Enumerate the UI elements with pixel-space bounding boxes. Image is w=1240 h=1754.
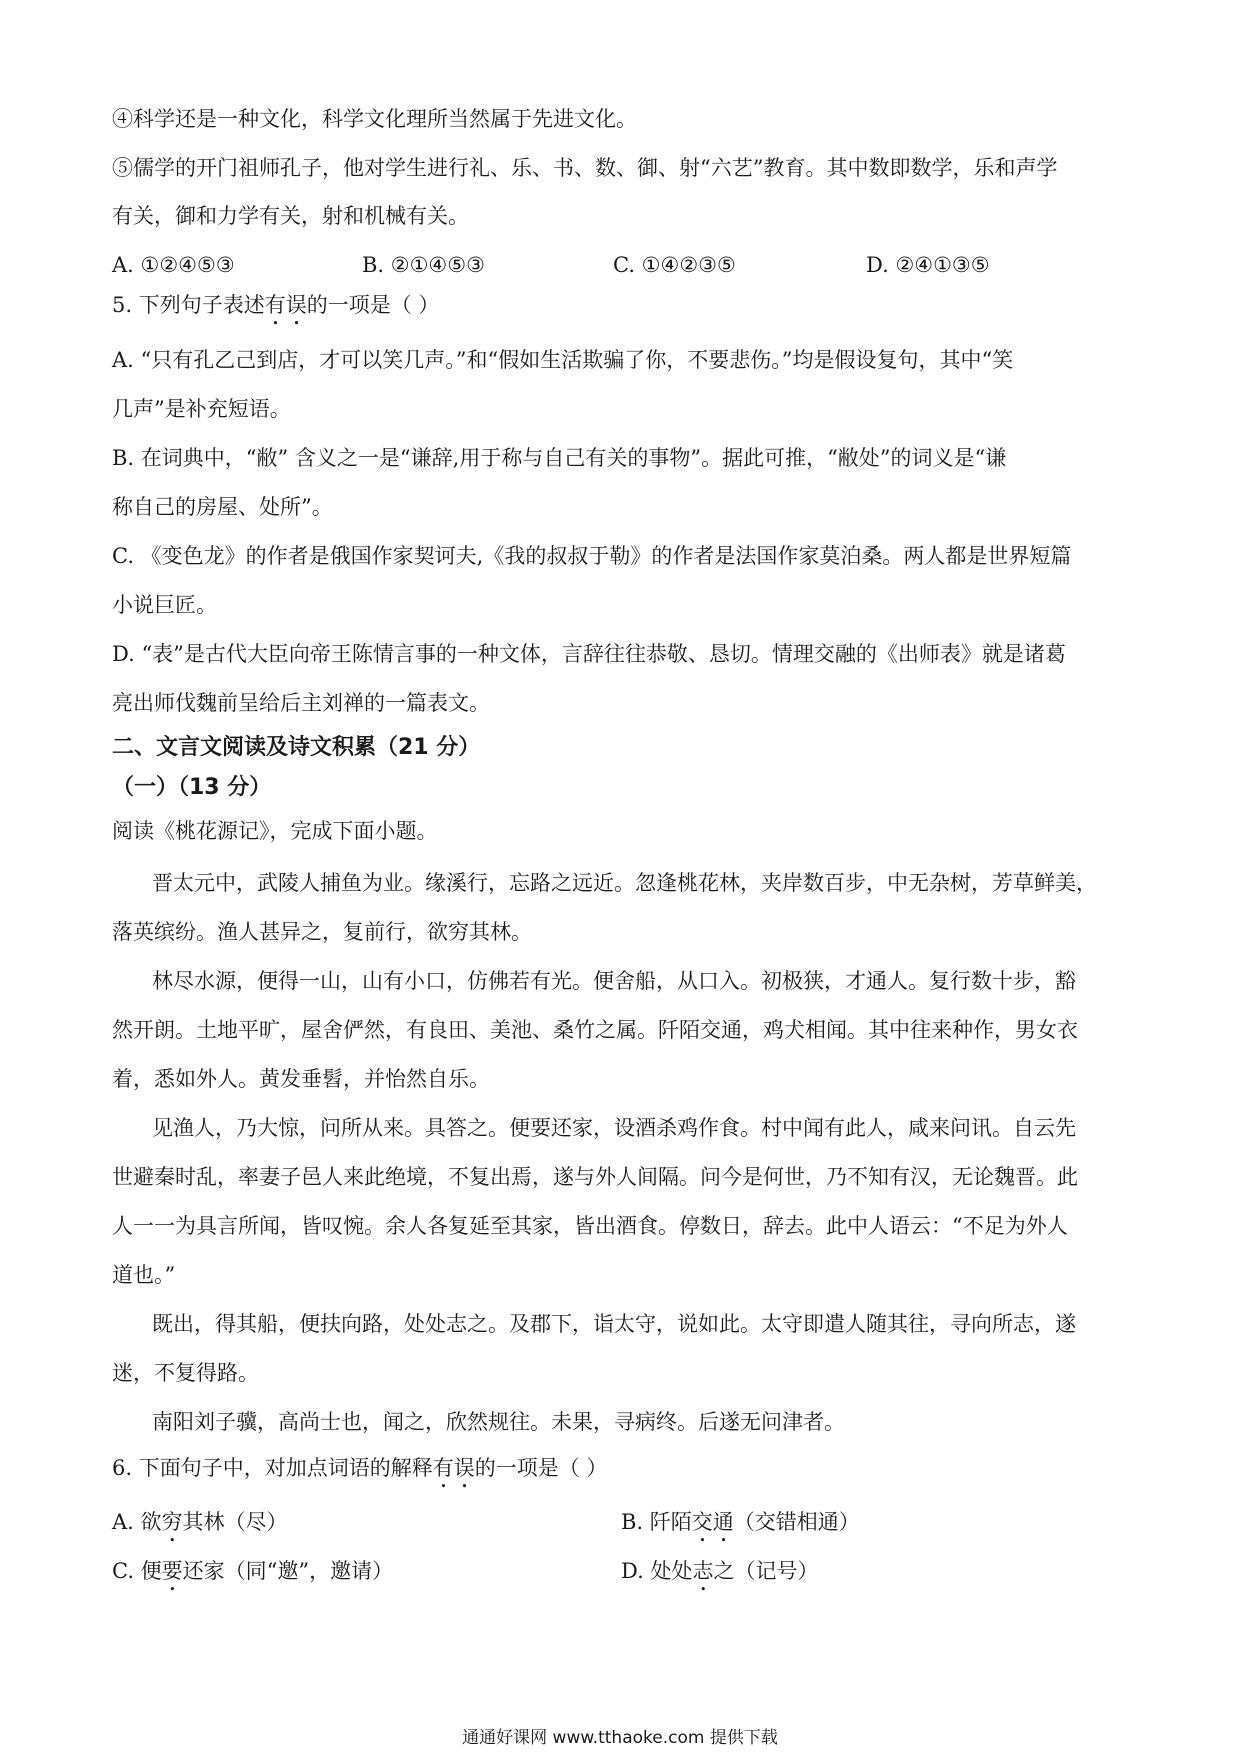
passage-p2-line3: 着，悉如外人。黄发垂髫，并怡然自乐。 (112, 1067, 490, 1091)
section-title: 二、文言文阅读及诗文积累（21 分） (112, 735, 481, 760)
q6-option-d: D. 处处志之（记号） (621, 1559, 819, 1583)
passage-p3-line1: 见渔人，乃大惊，问所从来。具答之。便要还家，设酒杀鸡作食。村中闻有此人，咸来问讯。自云先 (152, 1116, 1076, 1140)
passage-p2-line2: 然开朗。土地平旷，屋舍俨然，有良田、美池、桑竹之属。阡陌交通，鸡犬相闻。其中往来种作，男女衣 (112, 1018, 1078, 1042)
reason-item-5-line2: 有关，御和力学有关，射和机械有关。 (112, 204, 469, 228)
q5-emphasis: 有误 (264, 293, 307, 317)
passage-p1-line2: 落英缤纷。渔人甚异之，复前行，欲穷其林。 (112, 920, 532, 944)
q5-option-c-line1: C. 《变色龙》的作者是俄国作家契诃夫,《我的叔叔于勒》的作者是法国作家莫泊桑。两人都是世界短篇 (112, 544, 1072, 568)
q5-option-a-line1: A. “只有孔乙己到店，才可以笑几声。”和“假如生活欺骗了你，不要悲伤。”均是假设复句，其中“笑 (112, 348, 1014, 372)
q5-option-d-line2: 亮出师伐魏前呈给后主刘禅的一篇表文。 (112, 691, 490, 715)
reading-instruction: 阅读《桃花源记》，完成下面小题。 (112, 819, 438, 843)
reason-item-5-line1: ⑤儒学的开门祖师孔子，他对学生进行礼、乐、书、数、御、射“六艺”教育。其中数即数学，乐和声学 (112, 156, 1058, 180)
q6-option-b: B. 阡陌交通（交错相通） (621, 1510, 860, 1534)
q5-option-b-line1: B. 在词典中，“敝” 含义之一是“谦辞,用于称与自己有关的事物”。据此可推，“敝处”的词义是“谦 (112, 446, 1007, 470)
q4-option-b: B. ②①④⑤③ (362, 253, 485, 277)
passage-p3-line3: 人一一为具言所闻，皆叹惋。余人各复延至其家，皆出酒食。停数日，辞去。此中人语云：“不足为外人 (112, 1214, 1068, 1238)
passage-p3-line4: 道也。” (112, 1263, 176, 1287)
passage-p1-line1: 晋太元中，武陵人捕鱼为业。缘溪行，忘路之远近。忽逢桃花林，夹岸数百步，中无杂树，芳草鲜美， (152, 871, 1097, 895)
q5-option-a-line2: 几声”是补充短语。 (112, 397, 291, 421)
q6-option-a-emphasis: 穷 (161, 1510, 183, 1534)
q5-option-b-line2: 称自己的房屋、处所”。 (112, 495, 333, 519)
passage-p5-line1: 南阳刘子骥，高尚士也，闻之，欣然规往。未果，寻病终。后遂无问津者。 (152, 1410, 845, 1434)
q6-option-a: A. 欲穷其林（尽） (112, 1510, 288, 1534)
q4-option-a: A. ①②④⑤③ (112, 253, 235, 277)
q4-option-c: C. ①④②③⑤ (613, 253, 736, 277)
q6-stem: 6. 下面句子中，对加点词语的解释有误的一项是（ ） (112, 1456, 608, 1480)
q6-option-d-emphasis: 志 (692, 1559, 714, 1583)
q4-option-d: D. ②④①③⑤ (866, 253, 990, 277)
passage-p4-line1: 既出，得其船，便扶向路，处处志之。及郡下，诣太守，说如此。太守即遣人随其往，寻向所志，遂 (152, 1312, 1076, 1336)
passage-p2-line1: 林尽水源，便得一山，山有小口，仿佛若有光。便舍船，从口入。初极狭，才通人。复行数十步，豁 (152, 969, 1076, 993)
reason-item-4: ④科学还是一种文化，科学文化理所当然属于先进文化。 (112, 107, 637, 131)
passage-p4-line2: 迷，不复得路。 (112, 1361, 259, 1385)
q5-option-d-line1: D. “表”是古代大臣向帝王陈情言事的一种文体，言辞往往恭敬、恳切。情理交融的《出师表》就是诸葛 (112, 642, 1066, 666)
page-footer: 通通好课网 www.tthaoke.com 提供下载 (462, 1728, 778, 1748)
q5-stem: 5. 下列句子表述有误的一项是（ ） (112, 293, 440, 317)
q5-option-c-line2: 小说巨匠。 (112, 593, 217, 617)
q6-emphasis: 有误 (432, 1456, 475, 1480)
passage-p3-line2: 世避秦时乱，率妻子邑人来此绝境，不复出焉，遂与外人间隔。问今是何世，乃不知有汉，无论魏晋。此 (112, 1165, 1078, 1189)
q6-option-c: C. 便要还家（同“邀”，邀请） (112, 1559, 394, 1583)
q6-option-c-emphasis: 要 (161, 1559, 183, 1583)
section-subtitle: （一）（13 分） (112, 775, 272, 800)
q6-option-b-emphasis: 交通 (691, 1510, 734, 1534)
